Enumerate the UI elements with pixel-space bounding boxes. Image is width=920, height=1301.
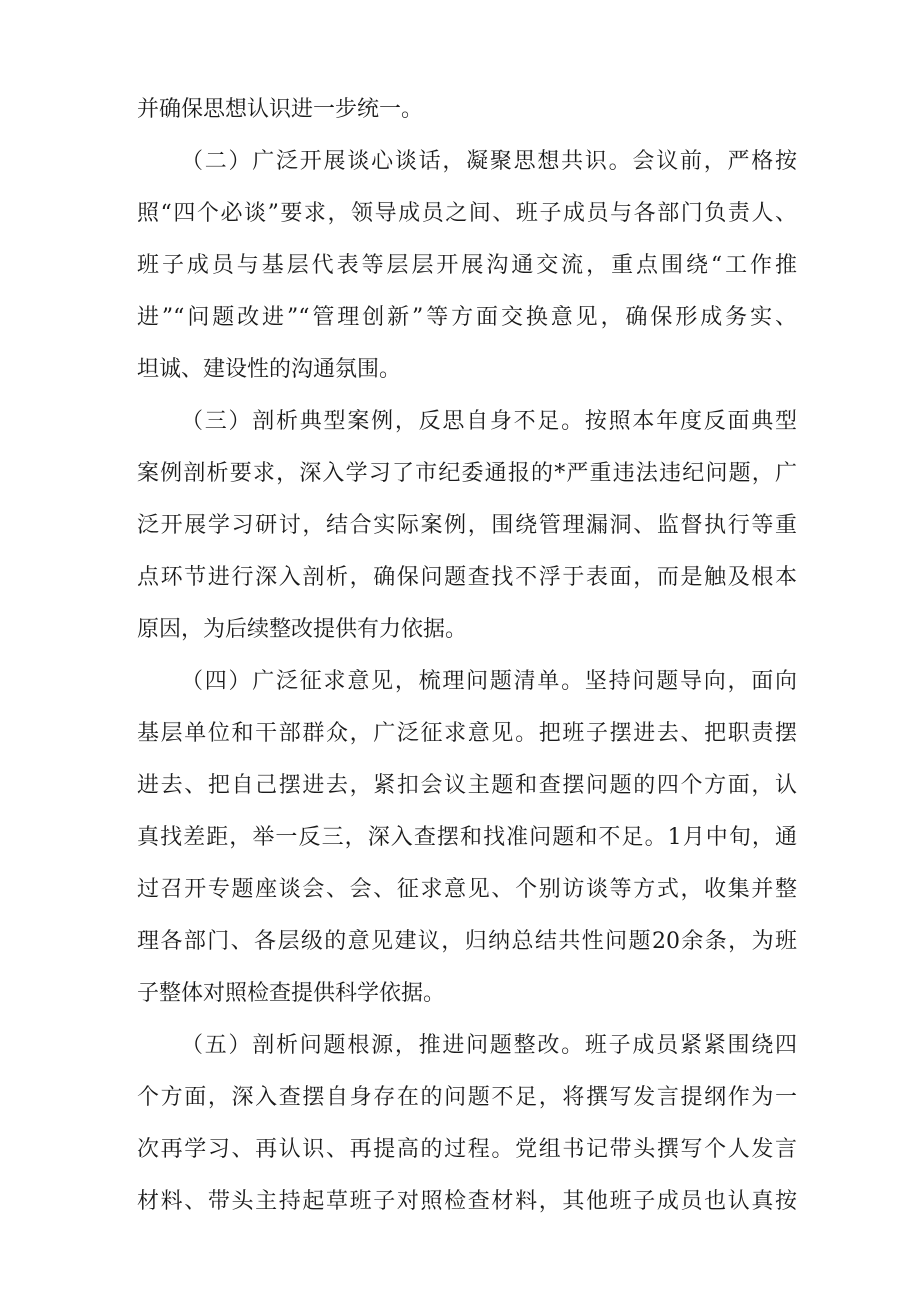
text-line: 照“四个必谈”要求，领导成员之间、班子成员与各部门负责人、 [137, 201, 797, 226]
text-line: （四）广泛征求意见，梳理问题清单。坚持问题导向，面向 [181, 669, 797, 694]
text-line: 案例剖析要求，深入学习了市纪委通报的*严重违法违纪问题，广 [137, 461, 797, 486]
text-line: 并确保思想认识进一步统一。 [137, 97, 424, 122]
text-line: 进去、把自己摆进去，紧扣会议主题和查摆问题的四个方面，认 [137, 773, 797, 798]
text-line: 理各部门、各层级的意见建议，归纳总结共性问题20余条，为班 [137, 929, 797, 954]
text-line: 班子成员与基层代表等层层开展沟通交流，重点围绕“工作推 [137, 253, 797, 278]
text-line: 坦诚、建设性的沟通氛围。 [137, 357, 402, 382]
text-line: 真找差距，举一反三，深入查摆和找准问题和不足。1月中旬，通 [137, 825, 797, 850]
text-line: 子整体对照检查提供科学依据。 [137, 981, 446, 1006]
text-line: 过召开专题座谈会、会、征求意见、个别访谈等方式，收集并整 [137, 877, 797, 902]
text-line: （五）剖析问题根源，推进问题整改。班子成员紧紧围绕四 [181, 1033, 797, 1058]
text-line: （二）广泛开展谈心谈话，凝聚思想共识。会议前，严格按 [181, 149, 797, 174]
text-line: 次再学习、再认识、再提高的过程。党组书记带头撰写个人发言 [137, 1137, 797, 1162]
text-line: 材料、带头主持起草班子对照检查材料，其他班子成员也认真按 [137, 1189, 797, 1214]
text-line: 泛开展学习研讨，结合实际案例，围绕管理漏洞、监督执行等重 [137, 513, 797, 538]
text-line: 基层单位和干部群众，广泛征求意见。把班子摆进去、把职责摆 [137, 721, 797, 746]
text-line: （三）剖析典型案例，反思自身不足。按照本年度反面典型 [181, 409, 797, 434]
text-line: 原因，为后续整改提供有力依据。 [137, 617, 468, 642]
text-line: 进”“问题改进”“管理创新”等方面交换意见，确保形成务实、 [137, 305, 797, 330]
text-line: 个方面，深入查摆自身存在的问题不足，将撰写发言提纲作为一 [137, 1085, 797, 1110]
text-line: 点环节进行深入剖析，确保问题查找不浮于表面，而是触及根本 [137, 565, 797, 590]
